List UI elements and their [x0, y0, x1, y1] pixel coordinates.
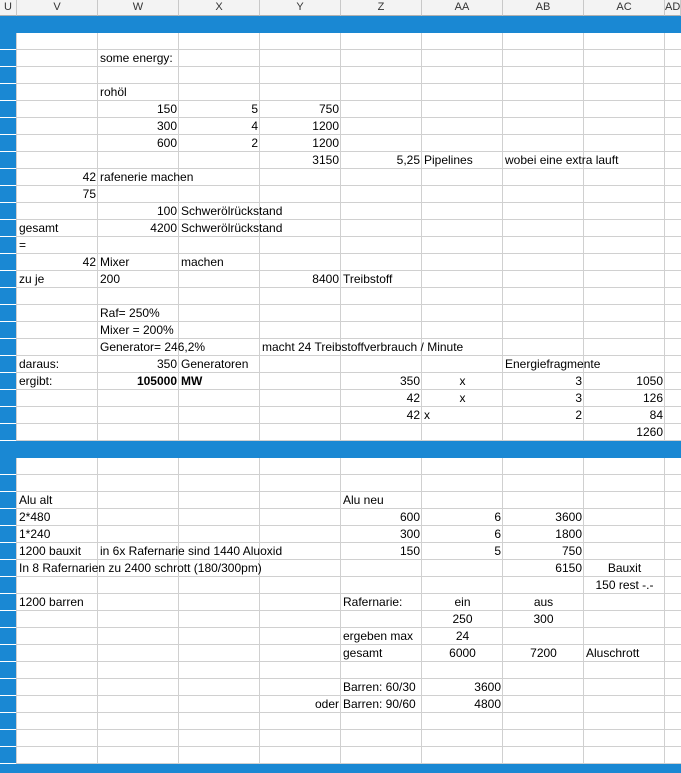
cell-w12[interactable]: 100 — [156, 204, 177, 218]
column-header-x[interactable]: X — [179, 0, 260, 16]
row-header-strip[interactable] — [0, 16, 17, 773]
cell-aa22[interactable]: x — [459, 374, 466, 388]
cell-v14[interactable]: = — [19, 238, 27, 252]
column-header-aa[interactable]: AA — [422, 0, 503, 16]
cell-ab21[interactable]: Energiefragmente — [505, 357, 601, 371]
cell-v30[interactable]: 2*480 — [19, 510, 51, 524]
cell-w15[interactable]: Mixer — [100, 255, 130, 269]
cell-ab22[interactable]: 3 — [575, 374, 582, 388]
row-header-divider — [0, 66, 17, 67]
column-gridline — [502, 16, 503, 773]
column-header-z[interactable]: Z — [341, 0, 422, 16]
cell-aa30[interactable]: 6 — [494, 510, 501, 524]
cell-y8[interactable]: 1200 — [312, 136, 339, 150]
cell-ab32[interactable]: 750 — [561, 544, 582, 558]
cell-v10[interactable]: 42 — [82, 170, 96, 184]
cell-ac22[interactable]: 1050 — [636, 374, 663, 388]
column-header-w[interactable]: W — [98, 0, 179, 16]
cell-x12[interactable]: Schwerölrückstand — [181, 204, 283, 218]
row-header-divider — [0, 576, 17, 577]
cell-ab31[interactable]: 1800 — [555, 527, 582, 541]
highlighted-row — [0, 16, 681, 33]
column-header-y[interactable]: Y — [260, 0, 341, 16]
row-header-divider — [0, 644, 17, 645]
cell-w7[interactable]: 300 — [156, 119, 177, 133]
row-header-divider — [0, 321, 17, 322]
column-gridline — [178, 16, 179, 773]
cell-z32[interactable]: 150 — [399, 544, 420, 558]
row-header-divider — [0, 287, 17, 288]
cell-v16[interactable]: zu je — [19, 272, 45, 286]
row-header-divider — [0, 559, 17, 560]
row-header-divider — [0, 474, 17, 475]
cell-y20[interactable]: macht 24 Treibstoffverbrauch / Minute — [262, 340, 464, 354]
cell-ab35[interactable]: aus — [533, 595, 554, 609]
row-header-divider — [0, 695, 17, 696]
cell-x22[interactable]: MW — [181, 374, 203, 388]
row-header-divider — [0, 253, 17, 254]
row-header-divider — [0, 219, 17, 220]
cell-aa32[interactable]: 5 — [494, 544, 501, 558]
cell-w13[interactable]: 4200 — [150, 221, 177, 235]
cell-ac38[interactable]: Aluschrott — [586, 646, 640, 660]
cell-w6[interactable]: 150 — [156, 102, 177, 116]
row-header-divider — [0, 661, 17, 662]
cell-v29[interactable]: Alu alt — [19, 493, 53, 507]
cell-aa37[interactable]: 24 — [455, 629, 470, 643]
cell-aa24[interactable]: x — [424, 408, 430, 422]
cell-w8[interactable]: 600 — [156, 136, 177, 150]
row-header-divider — [0, 542, 17, 543]
cell-x6[interactable]: 5 — [251, 102, 258, 116]
cell-w10[interactable]: rafenerie machen — [100, 170, 194, 184]
cell-y7[interactable]: 1200 — [312, 119, 339, 133]
cell-z24[interactable]: 42 — [406, 408, 420, 422]
column-header-ab[interactable]: AB — [503, 0, 584, 16]
cell-z40[interactable]: Barren: 60/30 — [343, 680, 416, 694]
column-header-ac[interactable]: AC — [584, 0, 665, 16]
cell-v33[interactable]: In 8 Rafernarien zu 2400 schrott (180/300pm) — [19, 561, 262, 575]
cell-w5[interactable]: rohöl — [100, 85, 127, 99]
column-header-ad[interactable]: AD — [665, 0, 681, 16]
cell-v21[interactable]: daraus: — [19, 357, 60, 371]
cell-x15[interactable]: machen — [181, 255, 224, 269]
cell-z38[interactable]: gesamt — [343, 646, 383, 660]
cell-aa35[interactable]: ein — [454, 595, 471, 609]
cell-y41[interactable]: oder — [314, 697, 339, 711]
cell-w19[interactable]: Mixer = 200% — [100, 323, 174, 337]
cell-aa23[interactable]: x — [459, 391, 466, 405]
cell-v22[interactable]: ergibt: — [19, 374, 53, 388]
cell-z37[interactable]: ergeben max — [343, 629, 414, 643]
cell-v11[interactable]: 75 — [82, 187, 96, 201]
cell-w32[interactable]: in 6x Rafernarie sind 1440 Aluoxid — [100, 544, 283, 558]
cell-x7[interactable]: 4 — [251, 119, 258, 133]
cell-x21[interactable]: Generatoren — [181, 357, 249, 371]
cell-z22[interactable]: 350 — [399, 374, 420, 388]
cell-ab30[interactable]: 3600 — [555, 510, 582, 524]
cell-aa40[interactable]: 3600 — [474, 680, 501, 694]
row-header-divider — [0, 270, 17, 271]
row-header-divider — [0, 508, 17, 509]
row-header-divider — [0, 712, 17, 713]
cell-z30[interactable]: 600 — [399, 510, 420, 524]
cell-v15[interactable]: 42 — [82, 255, 96, 269]
cell-z9[interactable]: 5,25 — [396, 153, 420, 167]
row-header-divider — [0, 100, 17, 101]
cell-y16[interactable]: 8400 — [312, 272, 339, 286]
cell-y6[interactable]: 750 — [318, 102, 339, 116]
cell-ab33[interactable]: 6150 — [555, 561, 582, 575]
cell-z29[interactable]: Alu neu — [343, 493, 384, 507]
cell-v13[interactable]: gesamt — [19, 221, 59, 235]
cell-z35[interactable]: Rafernarie: — [343, 595, 403, 609]
row-header-divider — [0, 185, 17, 186]
cell-w3[interactable]: some energy: — [100, 51, 173, 65]
cell-w16[interactable]: 200 — [100, 272, 121, 286]
row-header-divider — [0, 117, 17, 118]
cell-ac23[interactable]: 126 — [642, 391, 663, 405]
cell-w18[interactable]: Raf= 250% — [100, 306, 160, 320]
cell-v31[interactable]: 1*240 — [19, 527, 51, 541]
cell-v32[interactable]: 1200 bauxit — [19, 544, 82, 558]
row-header-divider — [0, 83, 17, 84]
row-header-divider — [0, 389, 17, 390]
highlighted-row — [0, 764, 681, 773]
cell-ab38[interactable]: 7200 — [530, 646, 557, 660]
cell-w22[interactable]: 105000 — [136, 374, 177, 388]
row-header-divider — [0, 406, 17, 407]
cell-ab24[interactable]: 2 — [575, 408, 582, 422]
column-gridline — [664, 16, 665, 773]
highlighted-row — [0, 441, 681, 458]
column-gridline — [16, 16, 17, 773]
cell-aa36[interactable]: 250 — [452, 612, 473, 626]
row-header-divider — [0, 627, 17, 628]
cell-x8[interactable]: 2 — [251, 136, 258, 150]
column-header-v[interactable]: V — [17, 0, 98, 16]
column-gridline — [259, 16, 260, 773]
cell-ac33[interactable]: Bauxit — [607, 561, 642, 575]
cell-w21[interactable]: 350 — [156, 357, 177, 371]
cell-ac34[interactable]: 150 rest -.- — [595, 578, 654, 592]
row-header-divider — [0, 678, 17, 679]
cell-ab36[interactable]: 300 — [533, 612, 554, 626]
cell-aa31[interactable]: 6 — [494, 527, 501, 541]
row-header-divider — [0, 729, 17, 730]
cell-y9[interactable]: 3150 — [312, 153, 339, 167]
row-header-divider — [0, 168, 17, 169]
cell-z41[interactable]: Barren: 90/60 — [343, 697, 416, 711]
row-header-divider — [0, 355, 17, 356]
row-header-divider — [0, 610, 17, 611]
row-header-divider — [0, 491, 17, 492]
column-gridline — [340, 16, 341, 773]
row-header-divider — [0, 49, 17, 50]
row-header-divider — [0, 423, 17, 424]
row-header-divider — [0, 202, 17, 203]
row-header-divider — [0, 134, 17, 135]
row-header-divider — [0, 236, 17, 237]
column-gridline — [583, 16, 584, 773]
column-gridline — [421, 16, 422, 773]
cell-z23[interactable]: 42 — [406, 391, 420, 405]
row-header-divider — [0, 304, 17, 305]
row-header-divider — [0, 372, 17, 373]
row-header-divider — [0, 746, 17, 747]
cell-ac24[interactable]: 84 — [649, 408, 663, 422]
cell-aa41[interactable]: 4800 — [474, 697, 501, 711]
cell-z31[interactable]: 300 — [399, 527, 420, 541]
cell-v35[interactable]: 1200 barren — [19, 595, 84, 609]
cell-ab23[interactable]: 3 — [575, 391, 582, 405]
row-header-divider — [0, 525, 17, 526]
cell-aa9[interactable]: Pipelines — [424, 153, 473, 167]
column-gridline — [97, 16, 98, 773]
cell-x13[interactable]: Schwerölrückstand — [181, 221, 283, 235]
row-header-divider — [0, 593, 17, 594]
cell-w20[interactable]: Generator= 246,2% — [100, 340, 206, 354]
cell-aa38[interactable]: 6000 — [449, 646, 476, 660]
cell-z16[interactable]: Treibstoff — [343, 272, 393, 286]
row-header-divider — [0, 151, 17, 152]
cell-ac25[interactable]: 1260 — [636, 425, 663, 439]
cell-ab9[interactable]: wobei eine extra lauft — [505, 153, 619, 167]
column-header-u[interactable]: U — [0, 0, 17, 16]
row-header-divider — [0, 338, 17, 339]
